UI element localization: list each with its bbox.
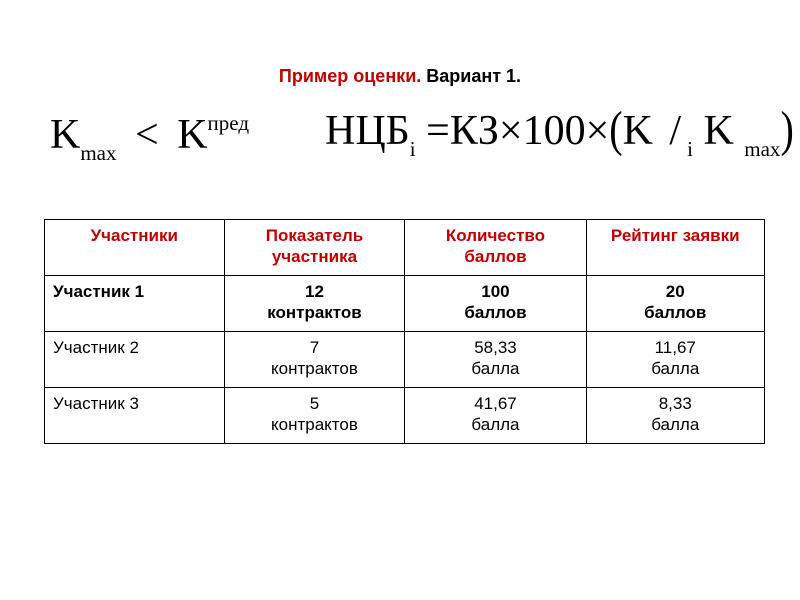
formula-kmax-condition xyxy=(50,110,249,166)
cell-points: 58,33 балла xyxy=(405,332,586,388)
header-indicator: Показатель участника xyxy=(224,220,405,276)
slide-title xyxy=(0,64,800,88)
formula2-lhs-sub: i xyxy=(409,137,416,161)
formula2-hundred: 100 xyxy=(522,108,586,154)
formula1-k2: K xyxy=(177,112,208,158)
formula2-kz: КЗ xyxy=(449,108,499,154)
formula2-times2: × xyxy=(585,108,610,154)
table-row xyxy=(45,332,765,388)
cell-participant: Участник 2 xyxy=(45,332,225,388)
table-row xyxy=(45,276,765,332)
formula2-eq: = xyxy=(426,108,450,154)
header-points: Количество баллов xyxy=(405,220,586,276)
cell-rating: 20 баллов xyxy=(586,276,764,332)
table-header-row xyxy=(45,220,765,276)
table-row xyxy=(45,388,765,444)
formula2-slash: / xyxy=(669,108,682,154)
formula2-lparen: ( xyxy=(609,100,623,157)
formula2-k-sub: i xyxy=(687,137,693,161)
formula2-lhs: НЦБ xyxy=(325,108,410,154)
title-part-1: Пример оценки. xyxy=(278,66,422,86)
formula-ncb xyxy=(325,100,794,162)
cell-indicator: 5 контрактов xyxy=(224,388,405,444)
cell-rating: 8,33 балла xyxy=(586,388,764,444)
cell-indicator: 12 контрактов xyxy=(224,276,405,332)
cell-participant: Участник 3 xyxy=(45,388,225,444)
header-participants: Участники xyxy=(45,220,225,276)
title-part-2: Вариант 1. xyxy=(426,66,522,86)
formula2-k: K xyxy=(622,108,653,154)
cell-points: 41,67 балла xyxy=(405,388,586,444)
formula1-operator: < xyxy=(135,112,159,158)
cell-indicator: 7 контрактов xyxy=(224,332,405,388)
formula1-k: K xyxy=(50,112,81,158)
formula2-times1: × xyxy=(498,108,523,154)
rating-table xyxy=(44,219,765,444)
formula1-sup: пред xyxy=(207,111,249,135)
formula1-sub: max xyxy=(80,141,117,165)
formula2-k2-sub: max xyxy=(744,137,781,161)
cell-participant: Участник 1 xyxy=(45,276,225,332)
cell-rating: 11,67 балла xyxy=(586,332,764,388)
formula2-k2: K xyxy=(703,108,734,154)
formula2-rparen: ) xyxy=(780,100,794,157)
cell-points: 100 баллов xyxy=(405,276,586,332)
header-rating: Рейтинг заявки xyxy=(586,220,764,276)
